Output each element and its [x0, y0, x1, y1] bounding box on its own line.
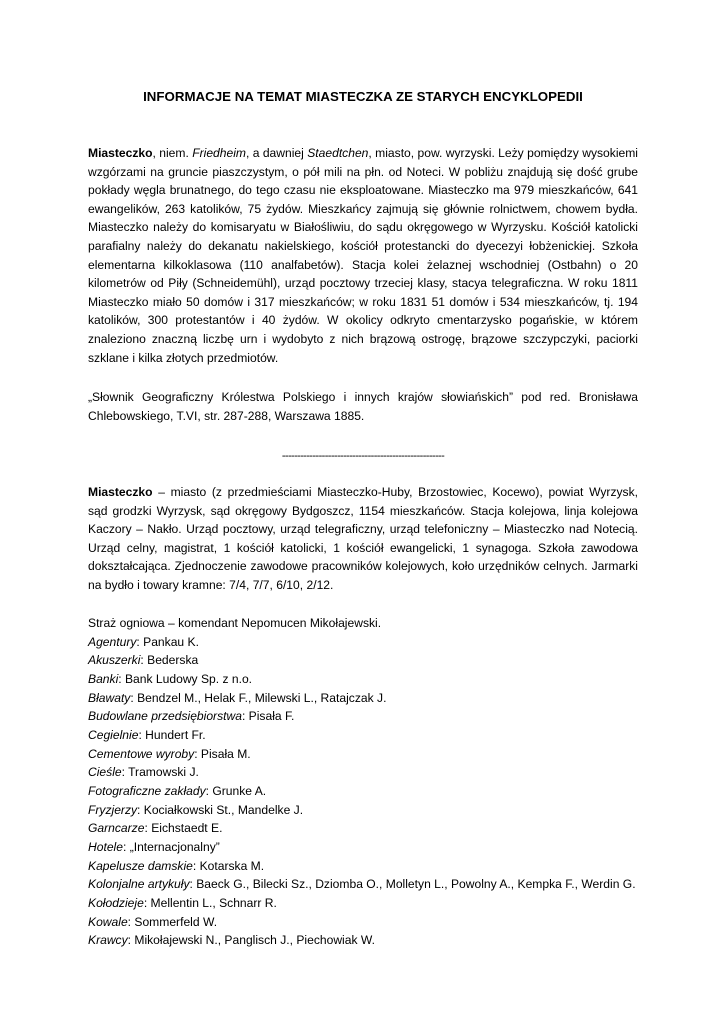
- list-item-category: Cieśle: [88, 765, 122, 780]
- entry-1-term: Miasteczko: [88, 146, 153, 160]
- list-intro: Straż ogniowa – komendant Nepomucen Mikołajewski.: [88, 616, 382, 630]
- list-item: [88, 838, 648, 857]
- list-item-category: Cementowe wyroby: [88, 746, 195, 761]
- directory-list: [88, 614, 648, 950]
- entry-1-text-b: , a dawniej: [246, 146, 308, 160]
- list-item-value: : Mikołajewski N., Panglisch J., Piechowiak W.: [127, 933, 375, 948]
- entry-1-old-name: Staedtchen: [307, 146, 369, 160]
- list-item-category: Fotograficzne zakłady: [88, 783, 206, 798]
- list-item-value: : Eichstaedt E.: [144, 821, 223, 836]
- list-item: [88, 651, 648, 670]
- list-item-value: : Kociałkowski St., Mandelke J.: [137, 802, 304, 817]
- list-item-category: Kołodzieje: [88, 895, 144, 910]
- entry-1-german-name: Friedheim: [192, 146, 246, 160]
- list-item-value: : Bendzel M., Helak F., Milewski L., Ratajczak J.: [130, 690, 387, 705]
- list-item: [88, 633, 648, 652]
- entry-2-term: Miasteczko: [88, 485, 153, 499]
- list-item: [88, 801, 648, 820]
- source-citation: „Słownik Geograficzny Królestwa Polskiego i innych krajów słowiańskich” pod red. Bronisława Chlebowskiego, T.VI, str. 287-288, Warszawa 1885.: [88, 390, 638, 423]
- list-item: [88, 726, 648, 745]
- list-item: [88, 913, 648, 932]
- list-item-category: Kowale: [88, 914, 128, 929]
- list-item: [88, 931, 648, 950]
- list-item-value: : Bederska: [140, 653, 199, 668]
- list-item: [88, 670, 648, 689]
- divider-line: -----------------------------------------------------: [281, 450, 445, 462]
- list-item-value: : Grunke A.: [205, 783, 267, 798]
- list-item-category: Fryzjerzy: [88, 802, 138, 817]
- page-title: INFORMACJE NA TEMAT MIASTECZKA ZE STARYCH ENCYKLOPEDII: [143, 89, 583, 104]
- entry-1-paragraph: [88, 144, 638, 367]
- list-item-value: : Baeck G., Bilecki Sz., Dziomba O., Molletyn L., Powolny A., Kempka F., Werdin G.: [189, 877, 636, 892]
- entry-2-text: – miasto (z przedmieściami Miasteczko-Huby, Brzostowiec, Kocewo), powiat Wyrzysk, sąd grodzki Wyrzysk, sąd okręgowy Bydgoszcz, 1154 mieszkańców. Stacja kolejowa, linja kolejowa Kaczory – Nakło. Urząd pocztowy, urząd telegraficzny, urząd telefoniczny – Miasteczko nad Notecią. Urząd celny, magistrat, 1 kościół katolicki, 1 kościół ewangelicki, 1 synagoga. Szkoła zawodowa dokształcająca. Zjednoczenie zawodowe pracowników kolejowych, koło urzędników celnych. Jarmarki na bydło i towary kramne: 7/4, 7/7, 6/10, 2/12.: [88, 485, 638, 592]
- list-item-value: : Tramowski J.: [121, 765, 199, 780]
- list-item-value: : Bank Ludowy Sp. z n.o.: [118, 671, 253, 686]
- list-item-value: : Kotarska M.: [192, 858, 265, 873]
- list-item: [88, 875, 648, 894]
- list-item-value: : „Internacjonalny”: [122, 839, 220, 854]
- entry-2-paragraph: [88, 483, 638, 595]
- list-item-category: Agentury: [88, 634, 137, 649]
- list-item-category: Cegielnie: [88, 727, 139, 742]
- list-item-category: Bławaty: [88, 690, 131, 705]
- list-item-value: : Pisała M.: [194, 746, 251, 761]
- directory-rows: [88, 633, 648, 950]
- list-item-value: : Hundert Fr.: [138, 727, 206, 742]
- list-item-category: Hotele: [88, 839, 123, 854]
- entry-1-text-c: , miasto, pow. wyrzyski. Leży pomiędzy wysokiemi wzgórzami na gruncie piaszczystym, o pół mili na płn. od Noteci. W pobliżu znajdują się dość grube pokłady węgla brunatnego, do tego czasu nie eksploatowane. Miasteczko ma 979 mieszkańców, 641 ewangelików, 263 katolików, 75 żydów. Mieszkańcy zajmują się głównie rolnictwem, chowem bydła. Miasteczko należy do komisaryatu w Białośliwiu, do sądu okręgowego w Wyrzysku. Kościół katolicki parafialny należy do dekanatu nakielskiego, kościół protestancki do dyecezyi łobżenickiej. Szkoła elementarna kilkoklasowa (110 analfabetów). Stacja kolei żelaznej wschodniej (Ostbahn) o 20 kilometrów od Piły (Schneidemühl), urząd pocztowy trzeciej klasy, stacya telegraficzna. W roku 1811 Miasteczko miało 50 domów i 317 mieszkańców; w roku 1831 51 domów i 534 mieszkańców, tj. 194 katolików, 300 protestantów i 40 żydów. W okolicy odkryto cmentarzysko pogańskie, w którem znaleziono znaczną liczbę urn i wydobyto z nich brązową ostrogę, brązowe szczypczyki, paciorki szklane i kilka złotych przedmiotów.: [88, 146, 638, 365]
- list-item-category: Krawcy: [88, 933, 128, 948]
- list-item: [88, 894, 648, 913]
- list-item-category: Akuszerki: [88, 653, 141, 668]
- entry-1-text-a: , niem.: [152, 146, 193, 160]
- list-item-category: Kapelusze damskie: [88, 858, 193, 873]
- list-item: [88, 689, 648, 708]
- list-item: [88, 745, 648, 764]
- list-item-value: : Pankau K.: [136, 634, 199, 649]
- list-item-value: : Pisała F.: [241, 709, 295, 724]
- list-item-category: Kolonjalne artykuły: [88, 877, 190, 892]
- list-item: [88, 707, 648, 726]
- list-item: [88, 763, 648, 782]
- list-item: [88, 819, 648, 838]
- list-item-category: Banki: [88, 671, 119, 686]
- list-item: [88, 857, 648, 876]
- list-item-category: Garncarze: [88, 821, 145, 836]
- list-item-category: Budowlane przedsiębiorstwa: [88, 709, 242, 724]
- list-item-value: : Mellentin L., Schnarr R.: [143, 895, 277, 910]
- list-item: [88, 782, 648, 801]
- list-item-value: : Sommerfeld W.: [127, 914, 218, 929]
